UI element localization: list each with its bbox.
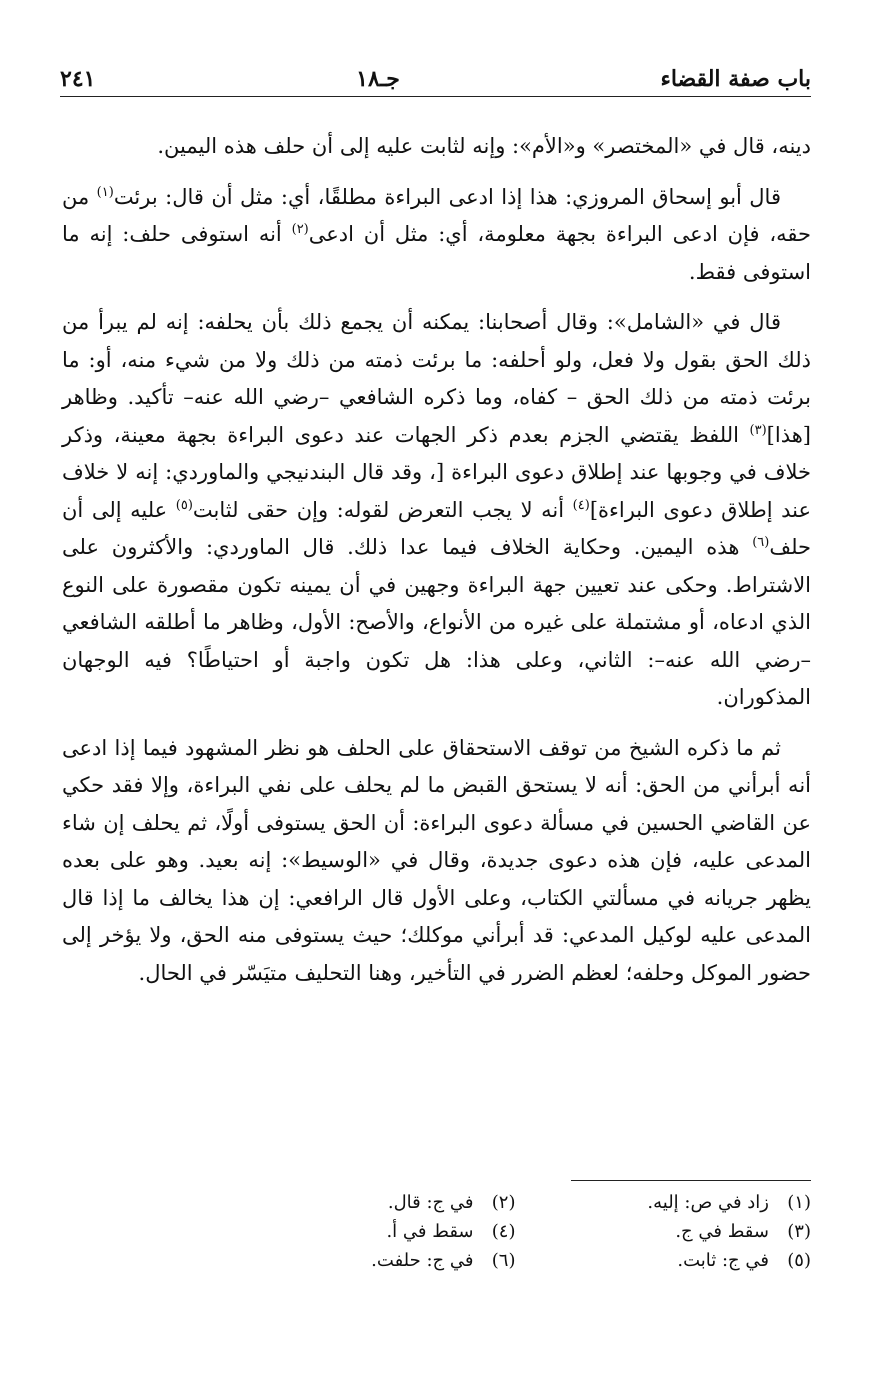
- footnote-text: في ج: ثابت.: [677, 1250, 769, 1271]
- paragraph-text: دينه، قال في «المختصر» و«الأم»: وإنه لثابت عليه إلى أن حلف هذه اليمين.: [157, 134, 811, 158]
- footnote-marker[interactable]: (٢): [291, 222, 309, 237]
- footnote-text: سقط في ج.: [675, 1221, 769, 1242]
- chapter-title: باب صفة القضاء: [660, 66, 811, 92]
- footnote-marker[interactable]: (٦): [752, 535, 770, 550]
- paragraph: [62, 304, 811, 717]
- paragraph-text: من حقه، فإن ادعى البراءة بجهة معلومة، أي: مثل أن ادعى: [62, 184, 811, 246]
- paragraph-text: أنه استوفى حلف: إنه ما استوفى فقط.: [62, 222, 811, 284]
- paragraph: [62, 128, 811, 166]
- footnote-item: [556, 1188, 812, 1217]
- page-number: ٢٤١: [60, 66, 96, 92]
- paragraph-text: عليه إلى أن حلف: [62, 497, 811, 559]
- footnote-marker[interactable]: (٥): [175, 497, 193, 513]
- footnote-number: (٦): [491, 1250, 516, 1271]
- main-text: [62, 128, 811, 1005]
- paragraph: [62, 179, 811, 292]
- footnote-text: في ج: حلفت.: [371, 1250, 474, 1271]
- footnotes: [260, 1188, 811, 1275]
- footnote-number: (٥): [787, 1250, 811, 1271]
- footnote-item: [556, 1217, 812, 1246]
- paragraph-text: قال في «الشامل»: وقال أصحابنا: يمكنه أن يجمع ذلك بأن يحلفه: إنه لم يبرأ من ذلك الحق بقول ولا فعل، ولو أحلفه: ما برئت ذمته من ذلك ولا من شيء منه، أو: ما برئت ذمته من ذلك الحق – كفاه، وما ذكره الشافعي –رضي الله عنه– تأكيد. وظاهر [هذا]: [62, 310, 811, 447]
- footnote-text: في ج: قال.: [387, 1192, 474, 1213]
- footnote-text: زاد في ص: إليه.: [647, 1192, 769, 1213]
- footnote-item: [260, 1217, 516, 1246]
- footnote-item: [556, 1246, 812, 1275]
- footnote-marker[interactable]: (٣): [749, 422, 767, 438]
- paragraph-text: ثم ما ذكره الشيخ من توقف الاستحقاق على الحلف هو نظر المشهود فيما إذا ادعى أنه أبرأني من الحق: أنه لا يستحق القبض ما لم يحلف على نفي البراءة، وإلا فقد حكي عن القاضي الحسين في مسألة دعوى البراءة: أن الحق يستوفى أولًا، ثم يحلف إن شاء المدعى عليه، فإن هذه دعوى جديدة، وقال في «الوسيط»: إنه بعيد. وهو على بعده يظهر جريانه في مسألتي الكتاب، وعلى الأول قال الرافعي: إن هذا يخالف ما إذا قال المدعى عليه لوكيل المدعي: قد أبرأني موكلك؛ حيث يستوفى منه الحق، ولا يؤخر إلى حضور الموكل وحلفه؛ لعظم الضرر في التأخير، وهنا التحليف متيَسّر في الحال.: [62, 735, 811, 985]
- footnote-number: (٢): [491, 1192, 516, 1213]
- footnote-marker[interactable]: (٤): [572, 497, 590, 513]
- footnote-divider: [571, 1180, 811, 1181]
- footnote-number: (١): [787, 1192, 811, 1213]
- volume-label: جـ١٨: [356, 66, 400, 92]
- footnote-text: سقط في أ.: [386, 1221, 474, 1242]
- footnote-item: [260, 1246, 516, 1275]
- paragraph: [62, 730, 811, 993]
- footnote-number: (٤): [491, 1221, 516, 1242]
- paragraph-text: قال أبو إسحاق المروزي: هذا إذا ادعى البراءة مطلقًا، أي: مثل أن قال: برئت: [113, 184, 781, 209]
- paragraph-text: اللفظ يقتضي الجزم بعدم ذكر الجهات عند دعوى البراءة بجهة معينة، وذكر خلاف في وجوبها عند إطلاق دعوى البراءة [، وقد قال البندنيجي والماوردي: إنه لا خلاف عند إطلاق دعوى البراءة]: [62, 422, 811, 522]
- footnote-item: [260, 1188, 516, 1217]
- footnote-number: (٣): [787, 1221, 811, 1242]
- footnote-marker[interactable]: (١): [96, 184, 114, 200]
- paragraph-text: هذه اليمين. وحكاية الخلاف فيما عدا ذلك. قال الماوردي: والأكثرون على الاشتراط. وحكى عند تعيين جهة البراءة وجهين في أن يمينه تكون مقصورة على النوع الذي ادعاه، أو مشتملة على غيره من الأنواع، والأصح: الأول، وظاهر ما أطلقه الشافعي –رضي الله عنه–: الثاني، وعلى هذا: هل تكون واجبة أو احتياطًا؟ فيه الوجهان المذكوران.: [62, 535, 811, 709]
- running-header: [60, 58, 811, 97]
- paragraph-text: أنه لا يجب التعرض لقوله: وإن حقى لثابت: [192, 497, 573, 522]
